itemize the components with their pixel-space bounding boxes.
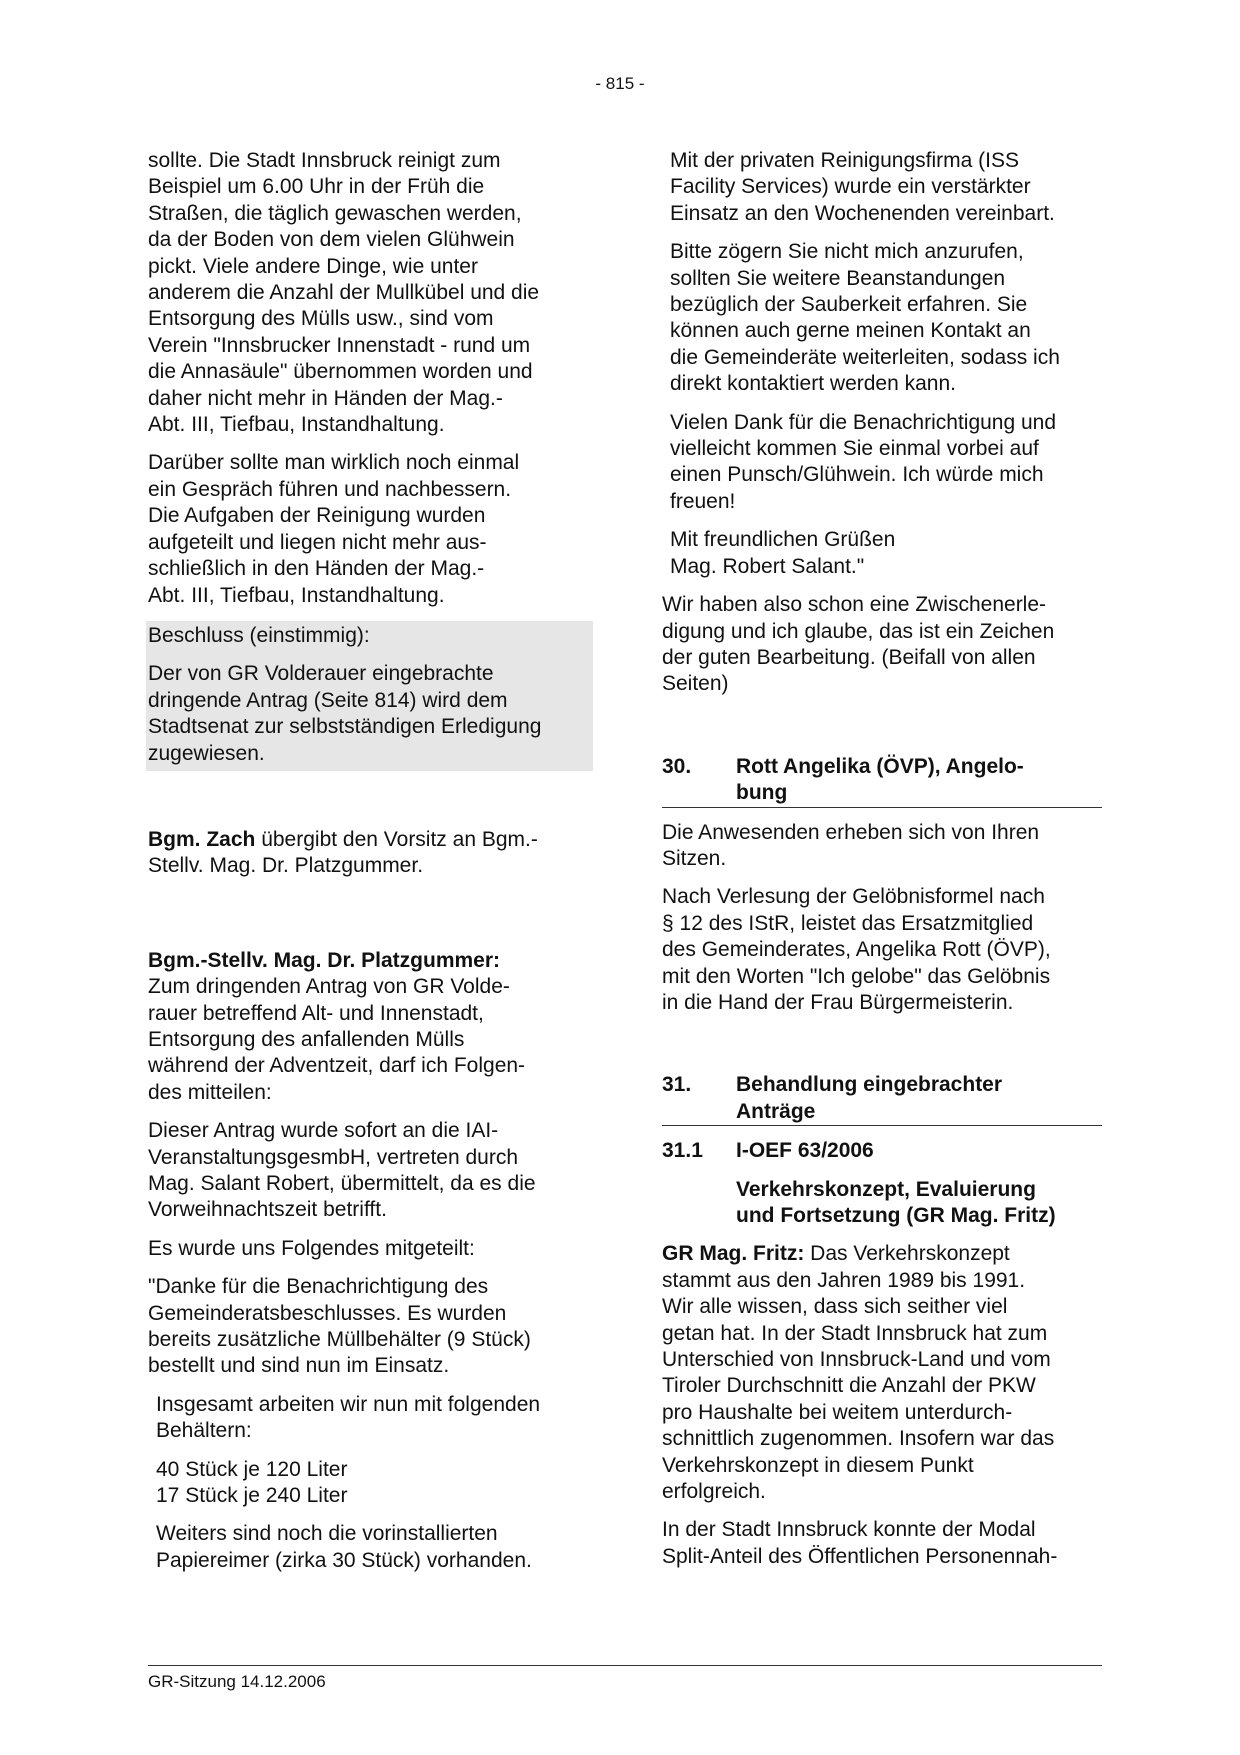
speaker-text: übergibt den Vorsitz an Bgm.- Stellv. Mag. Dr. Platzgummer. bbox=[148, 827, 538, 878]
paragraph: Nach Verlesung der Gelöbnisformel nach § 12 des IStR, leistet das Ersatzmitglied des Gemeinderates, Angelika Rott (ÖVP), mit den Worten "Ich gelobe" das Gelöbnis in die Hand der Frau Bürgermeisterin. bbox=[662, 885, 1051, 1014]
quote-paragraph: Vielen Dank für die Benachrichtigung und vielleicht kommen Sie einmal vorbei auf einen Punsch/Glühwein. Ich würde mich freuen! bbox=[670, 410, 1057, 513]
paragraph: sollte. Die Stadt Innsbruck reinigt zum Beispiel um 6.00 Uhr in der Früh die Straßen, die täglich gewaschen werden, da der Boden von dem vielen Glühwein pickt. Viele andere Dinge, wie unter anderem die Anzahl der Mullkübel und die Entsorgung des Mülls usw., sind vom Verein "Innsbrucker Innenstadt - rund um die Annasäule" übernommen worden und daher nicht mehr in Händen der Mag.- Abt. III, Tiefbau, Instandhaltung. bbox=[148, 149, 540, 437]
speaker-name: Bgm.-Stellv. Mag. Dr. Platzgummer: bbox=[148, 948, 501, 972]
speaker-name: Bgm. Zach bbox=[148, 827, 256, 851]
quote-paragraph: Bitte zögern Sie nicht mich anzurufen, sollten Sie weitere Beanstandungen bezüglich der Sauberkeit erfahren. Sie können auch gerne meinen Kontakt an die Gemeinderäte weiterleiten, sodass ich direkt kontaktiert werden kann. bbox=[670, 240, 1060, 396]
right-column bbox=[662, 148, 1102, 1582]
section-title: Behandlung eingebrachter Anträge bbox=[736, 1073, 1003, 1123]
quote-paragraph: Insgesamt arbeiten wir nun mit folgenden Behältern: bbox=[156, 1392, 541, 1443]
speaker-text: Das Verkehrskonzept stammt aus den Jahren 1989 bis 1991. Wir alle wissen, dass sich seither viel getan hat. In der Stadt Innsbruck hat zum Unterschied von Innsbruck-Land und vom Tiroler Durchschnitt die Anzahl der PKW pro Haushalte bei weitem unterdurch- schnittlich zugenommen. Insofern war das Verkehrskonzept in diesem Punkt erfolgreich. bbox=[662, 1242, 1055, 1504]
section-number: 30. bbox=[662, 754, 692, 778]
paragraph bbox=[148, 827, 593, 880]
paragraph bbox=[148, 948, 593, 1106]
paragraph bbox=[662, 1241, 1102, 1505]
paragraph: Die Anwesenden erheben sich von Ihren Sitzen. bbox=[662, 820, 1040, 870]
quote-paragraph: Mit der privaten Reinigungsfirma (ISS Facility Services) wurde ein verstärkter Einsatz an den Wochenenden vereinbart. bbox=[670, 149, 1055, 225]
section-title: Rott Angelika (ÖVP), Angelo- bung bbox=[736, 754, 1024, 805]
paragraph: Es wurde uns Folgendes mitgeteilt: bbox=[148, 1236, 475, 1260]
subsection-title: Verkehrskonzept, Evaluierung und Fortsetzung (GR Mag. Fritz) bbox=[736, 1177, 1056, 1227]
resolution-box bbox=[146, 621, 593, 771]
subsection-heading-31-1 bbox=[662, 1138, 1102, 1164]
footer-text: GR-Sitzung 14.12.2006 bbox=[148, 1672, 326, 1691]
resolution-title: Beschluss (einstimmig): bbox=[148, 623, 370, 647]
paragraph: Wir haben also schon eine Zwischenerle- digung und ich glaube, das ist ein Zeichen der guten Bearbeitung. (Beifall von allen Seiten) bbox=[662, 593, 1055, 696]
section-number: 31. bbox=[662, 1073, 692, 1097]
paragraph: Dieser Antrag wurde sofort an die IAI- VeranstaltungsgesmbH, vertreten durch Mag. Salant Robert, übermittelt, da es die Vorweihnachtszeit betrifft. bbox=[148, 1119, 536, 1222]
paragraph: Darüber sollte man wirklich noch einmal ein Gespräch führen und nachbessern. Die Aufgaben der Reinigung wurden aufgeteilt und liegen nicht mehr aus- schließlich in den Händen der Mag.- Abt. III, Tiefbau, Instandhaltung. bbox=[148, 451, 520, 607]
subsection-code: I-OEF 63/2006 bbox=[736, 1139, 874, 1163]
quote-paragraph: "Danke für die Benachrichtigung des Gemeinderatsbeschlusses. Es wurden bereits zusätzliche Müllbehälter (9 Stück) bestellt und sind nun im Einsatz. bbox=[148, 1275, 531, 1378]
left-column bbox=[148, 148, 593, 1586]
paragraph: In der Stadt Innsbruck konnte der Modal Split-Anteil des Öffentlichen Personennah- bbox=[662, 1518, 1058, 1568]
quote-paragraph: 40 Stück je 120 Liter 17 Stück je 240 Liter bbox=[156, 1457, 348, 1508]
speaker-text: Zum dringenden Antrag von GR Volde- rauer betreffend Alt- und Innenstadt, Entsorgung des anfallenden Mülls während der Adventzeit, darf ich Folgen- des mitteilen: bbox=[148, 975, 526, 1104]
page-number: - 815 - bbox=[595, 74, 645, 93]
quote-paragraph: Weiters sind noch die vorinstallierten Papiereimer (zirka 30 Stück) vorhanden. bbox=[156, 1522, 532, 1572]
section-heading-30 bbox=[662, 754, 1102, 808]
section-heading-31 bbox=[662, 1072, 1102, 1126]
resolution-text: Der von GR Volderauer eingebrachte dringende Antrag (Seite 814) wird dem Stadtsenat zur selbstständigen Erledigung zugewiesen. bbox=[148, 662, 542, 765]
quote-paragraph: Mit freundlichen Grüßen Mag. Robert Salant." bbox=[670, 528, 896, 578]
footer-divider bbox=[148, 1665, 1102, 1666]
subsection-number: 31.1 bbox=[662, 1139, 703, 1163]
speaker-name: GR Mag. Fritz: bbox=[662, 1242, 805, 1266]
